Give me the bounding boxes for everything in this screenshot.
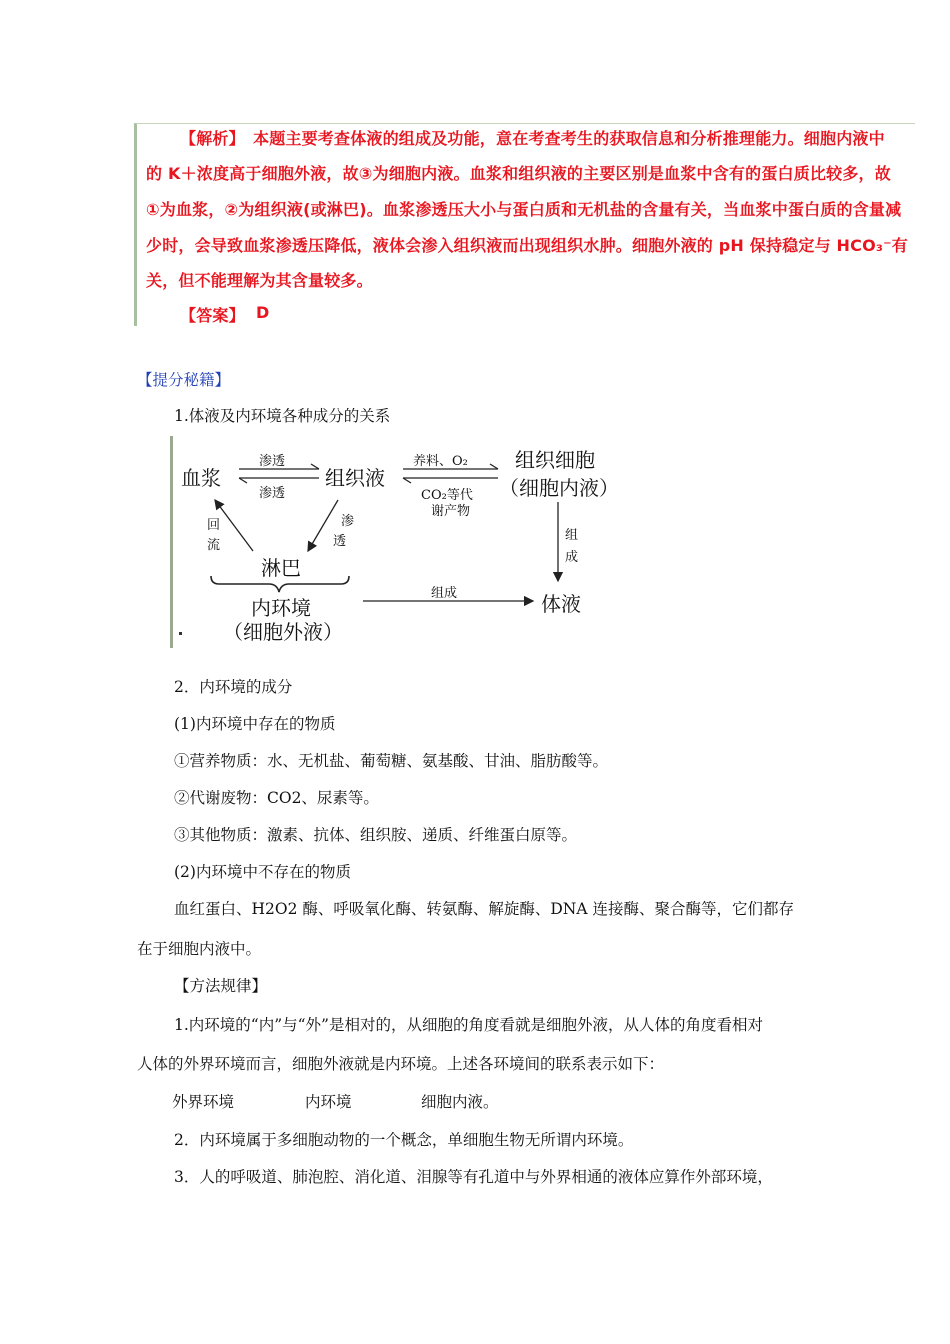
text-line-7: 血红蛋白、H2O2 酶、呼吸氧化酶、转氨酶、解旋酶、DNA 连接酶、聚合酶等，它们都存 [174, 900, 794, 918]
stray-dot [179, 632, 182, 635]
answer-label: 【答案】 [180, 306, 245, 325]
analysis-line-5: 关，但不能理解为其含量较多。 [146, 271, 373, 290]
env-intracellular: 细胞内液。 [421, 1093, 499, 1111]
label-osmosis-bottom: 渗透 [259, 486, 286, 501]
label-osmosis-top: 渗透 [259, 454, 286, 469]
text-line-8: 在于细胞内液中。 [137, 940, 262, 958]
text-line-11: 人体的外界环境而言，细胞外液就是内环境。上述各环境间的联系表示如下： [137, 1055, 665, 1073]
node-tissue-cell: 组织细胞 [515, 448, 595, 472]
tips-heading: 【提分秘籍】 [137, 371, 231, 389]
label-metabolites-1: CO₂等代 [421, 488, 473, 503]
text-line-3: ①营养物质：水、无机盐、葡萄糖、氨基酸、甘油、脂肪酸等。 [174, 752, 609, 770]
text-line-5: ③其他物质：激素、抗体、组织胺、递质、纤维蛋白原等。 [174, 826, 578, 844]
text-line-2: (1)内环境中存在的物质 [174, 715, 336, 733]
env-internal: 内环境 [305, 1093, 352, 1111]
text-line-6: (2)内环境中不存在的物质 [174, 863, 351, 881]
analysis-line-2: 的 K＋浓度高于细胞外液，故③为细胞内液。血浆和组织液的主要区别是血浆中含有的蛋白质比较多，故 [146, 164, 891, 183]
analysis-line-1: 【解析】 本题主要考查体液的组成及功能，意在考查考生的获取信息和分析推理能力。细胞内液中 [180, 129, 885, 148]
text-line-14: 3．人的呼吸道、肺泡腔、消化道、泪腺等有孔道中与外界相通的液体应算作外部环境， [174, 1168, 773, 1186]
label-nutrients: 养料、O₂ [413, 454, 468, 469]
node-extracellular-fluid: （细胞外液） [223, 620, 343, 644]
label-return-1: 回 [207, 518, 221, 533]
node-lymph: 淋巴 [261, 556, 301, 580]
text-line-13: 2．内环境属于多细胞动物的一个概念，单细胞生物无所谓内环境。 [174, 1131, 634, 1149]
method-heading: 【方法规律】 [174, 977, 268, 995]
text-line-10: 1.内环境的“内”与“外”是相对的，从细胞的角度看就是细胞外液，从人体的角度看相对 [174, 1016, 763, 1034]
body-fluid-diagram [170, 436, 638, 648]
node-tissue-fluid: 组织液 [325, 466, 385, 490]
env-external: 外界环境 [172, 1093, 235, 1111]
analysis-box [134, 123, 915, 326]
node-internal-environment: 内环境 [251, 596, 311, 620]
node-body-fluid: 体液 [541, 592, 581, 616]
label-osmosis-diag-1: 渗 [341, 514, 355, 529]
item1-title: 1.体液及内环境各种成分的关系 [174, 407, 391, 425]
text-line-1: 2．内环境的成分 [174, 678, 293, 696]
text-line-4: ②代谢废物：CO2、尿素等。 [174, 789, 379, 807]
label-return-2: 流 [207, 538, 221, 553]
node-intracellular-fluid: （细胞内液） [499, 476, 619, 500]
label-compose-v1: 组 [565, 528, 579, 543]
node-plasma: 血浆 [181, 466, 221, 490]
label-osmosis-diag-2: 透 [333, 534, 347, 549]
label-compose-h: 组成 [431, 586, 458, 601]
answer-value: D [256, 303, 270, 322]
label-metabolites-2: 谢产物 [431, 504, 471, 519]
analysis-line-4: 少时，会导致血浆渗透压降低，液体会渗入组织液而出现组织水肿。细胞外液的 pH 保持稳定与 HCO₃⁻有 [146, 236, 908, 255]
label-compose-v2: 成 [565, 550, 579, 565]
analysis-line-3: ①为血浆，②为组织液(或淋巴)。血浆渗透压大小与蛋白质和无机盐的含量有关，当血浆中蛋白质的含量减 [146, 200, 902, 219]
